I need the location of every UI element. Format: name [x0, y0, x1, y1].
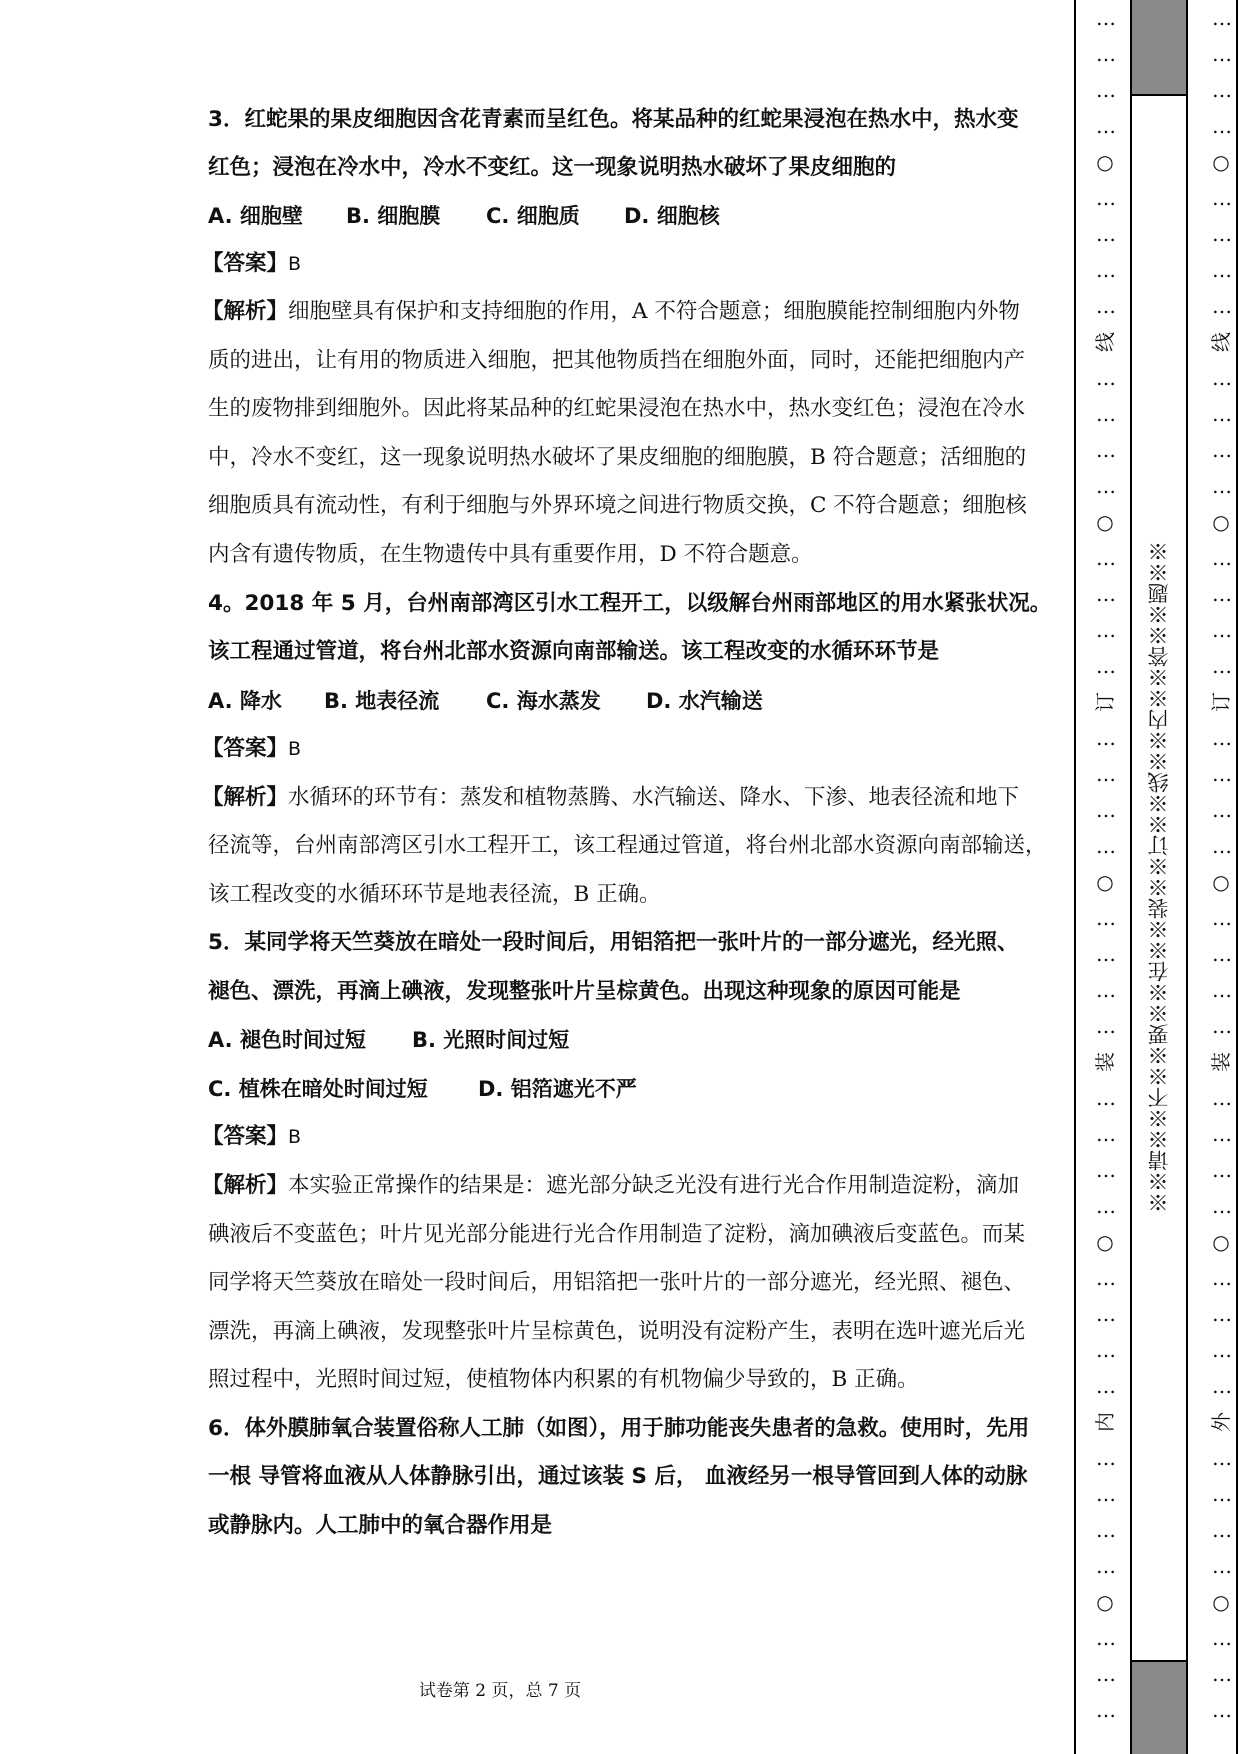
- binding-dots: …: [1096, 474, 1114, 498]
- analysis-tag: 【解析】: [202, 1173, 289, 1198]
- binding-dots: …: [1212, 1374, 1230, 1398]
- page-footer: 试卷第 2 页，总 7 页: [418, 1681, 582, 1701]
- binding-circle: ○: [1096, 1230, 1114, 1254]
- binding-dots: …: [1096, 1302, 1114, 1326]
- binding-dots: …: [1212, 618, 1230, 642]
- binding-dots: …: [1212, 726, 1230, 750]
- warning-text: ※※请※※不※※要※※在※※装※※订※※线※※内※※答※※题※※: [1147, 541, 1171, 1213]
- q5-option-a: A. 褪色时间过短: [208, 1028, 366, 1052]
- binding-margin-outer: [1206, 0, 1236, 1754]
- binding-label-ding: 订: [1093, 692, 1117, 712]
- answer-tag: 【答案】: [202, 1124, 289, 1149]
- binding-dots: …: [1212, 438, 1230, 462]
- binding-dots: …: [1212, 222, 1230, 246]
- q5-stem-line1: 5．某同学将天竺葵放在暗处一段时间后，用铝箔把一张叶片的一部分遮光，经光照、: [208, 930, 1019, 955]
- binding-dots: …: [1212, 1554, 1230, 1578]
- binding-dots: …: [1212, 294, 1230, 318]
- binding-dots: …: [1212, 1158, 1230, 1182]
- q3-analysis-line4: 中，冷水不变红，这一现象说明热水破坏了果皮细胞的细胞膜，B 符合题意；活细胞的: [208, 445, 1027, 470]
- binding-dots: …: [1096, 1086, 1114, 1110]
- binding-dots: …: [1096, 1662, 1114, 1686]
- answer-tag: 【答案】: [202, 251, 289, 276]
- q4-stem-line1: 4。2018 年 5 月，台州南部湾区引水工程开工，以级解台州雨部地区的用水紧张状况。: [208, 591, 1052, 616]
- binding-label-zhuang: 装: [1209, 1052, 1233, 1072]
- binding-dots: …: [1096, 1014, 1114, 1038]
- q4-analysis-line2: 径流等，台州南部湾区引水工程开工，该工程通过管道，将台州北部水资源向南部输送，: [208, 833, 1047, 858]
- q4-option-d: D. 水汽输送: [646, 689, 763, 713]
- binding-dots: …: [1096, 222, 1114, 246]
- q3-analysis-line2: 质的进出，让有用的物质进入细胞，把其他物质挡在细胞外面，同时，还能把细胞内产: [208, 348, 1026, 373]
- binding-dots: …: [1096, 1266, 1114, 1290]
- q4-option-b: B. 地表径流: [324, 689, 440, 713]
- binding-dots: …: [1096, 942, 1114, 966]
- binding-dots: …: [1212, 402, 1230, 426]
- binding-dots: …: [1212, 474, 1230, 498]
- analysis-text: 本实验正常操作的结果是：遮光部分缺乏光没有进行光合作用制造淀粉，滴加: [288, 1173, 1020, 1198]
- q3-option-b: B. 细胞膜: [346, 204, 441, 228]
- binding-dots: …: [1096, 1482, 1114, 1506]
- binding-circle: ○: [1212, 1230, 1230, 1254]
- binding-dots: …: [1212, 1014, 1230, 1038]
- binding-dots: …: [1096, 798, 1114, 822]
- q4-analysis-line1: [202, 783, 1019, 813]
- binding-dots: …: [1212, 1518, 1230, 1542]
- binding-dots: …: [1096, 438, 1114, 462]
- answer-tag: 【答案】: [202, 736, 289, 761]
- q4-answer: [202, 734, 301, 764]
- analysis-tag: 【解析】: [202, 299, 289, 324]
- binding-circle: ○: [1212, 1590, 1230, 1614]
- q3-option-c: C. 细胞质: [486, 204, 580, 228]
- binding-dots: …: [1212, 1266, 1230, 1290]
- analysis-text: 水循环的环节有：蒸发和植物蒸腾、水汽输送、降水、下渗、地表径流和地下: [288, 785, 1020, 810]
- binding-dots: …: [1212, 258, 1230, 282]
- binding-circle: ○: [1212, 870, 1230, 894]
- binding-dots: …: [1212, 1626, 1230, 1650]
- binding-circle: ○: [1096, 870, 1114, 894]
- q6-stem-line3: 或静脉内。人工肺中的氧合器作用是: [208, 1513, 553, 1538]
- binding-dots: …: [1212, 1482, 1230, 1506]
- binding-dots: …: [1096, 78, 1114, 102]
- binding-dots: …: [1096, 1626, 1114, 1650]
- binding-dots: …: [1212, 1698, 1230, 1722]
- binding-dots: …: [1096, 258, 1114, 282]
- analysis-text: 细胞壁具有保护和支持细胞的作用，A 不符合题意；细胞膜能控制细胞内外物: [288, 299, 1020, 324]
- answer-value: B: [288, 738, 302, 760]
- q3-analysis-line6: 内含有遗传物质，在生物遗传中具有重要作用，D 不符合题意。: [208, 542, 813, 567]
- binding-dots: …: [1212, 366, 1230, 390]
- binding-dots: …: [1096, 1338, 1114, 1362]
- q5-analysis-line4: 漂洗，再滴上碘液，发现整张叶片呈棕黄色，说明没有淀粉产生，表明在选叶遮光后光: [208, 1319, 1026, 1344]
- binding-dots: …: [1212, 906, 1230, 930]
- q5-stem-line2: 褪色、漂洗，再滴上碘液，发现整张叶片呈棕黄色。出现这种现象的原因可能是: [208, 979, 961, 1004]
- binding-dots: …: [1212, 834, 1230, 858]
- binding-circle: ○: [1212, 510, 1230, 534]
- answer-value: B: [288, 1126, 302, 1148]
- q5-option-d: D. 铝箔遮光不严: [478, 1077, 637, 1101]
- q4-option-a: A. 降水: [208, 689, 282, 713]
- binding-dots: …: [1096, 618, 1114, 642]
- binding-line-left: [1074, 0, 1076, 1754]
- binding-dots: …: [1212, 942, 1230, 966]
- binding-dots: …: [1096, 1122, 1114, 1146]
- q4-option-c: C. 海水蒸发: [486, 689, 601, 713]
- binding-dots: …: [1212, 1338, 1230, 1362]
- binding-dots: …: [1212, 42, 1230, 66]
- binding-label-xian: 线: [1209, 332, 1233, 352]
- q3-option-a: A. 细胞壁: [208, 204, 303, 228]
- binding-dots: …: [1096, 546, 1114, 570]
- binding-circle: ○: [1096, 1590, 1114, 1614]
- binding-dots: …: [1096, 366, 1114, 390]
- binding-dots: …: [1212, 78, 1230, 102]
- binding-dots: …: [1212, 1302, 1230, 1326]
- binding-dots: …: [1212, 1446, 1230, 1470]
- binding-dots: …: [1096, 42, 1114, 66]
- binding-dots: …: [1096, 654, 1114, 678]
- binding-dots: …: [1096, 906, 1114, 930]
- binding-dots: …: [1096, 1554, 1114, 1578]
- binding-dots: …: [1096, 1518, 1114, 1542]
- q4-stem-line2: 该工程通过管道，将台州北部水资源向南部输送。该工程改变的水循环环节是: [208, 639, 940, 664]
- q6-stem-line2: 一根 导管将血液从人体静脉引出，通过该装 S 后， 血液经另一根导管回到人体的动脉: [208, 1464, 1028, 1489]
- q3-stem-line2: 红色；浸泡在冷水中，冷水不变红。这一现象说明热水破坏了果皮细胞的: [208, 155, 897, 180]
- binding-dots: …: [1212, 186, 1230, 210]
- q4-analysis-line3: 该工程改变的水循环环节是地表径流，B 正确。: [208, 882, 661, 907]
- binding-dots: …: [1212, 6, 1230, 30]
- binding-dots: …: [1096, 1374, 1114, 1398]
- q3-analysis-line3: 生的废物排到细胞外。因此将某品种的红蛇果浸泡在热水中，热水变红色；浸泡在冷水: [208, 396, 1026, 421]
- binding-dots: …: [1096, 114, 1114, 138]
- binding-dots: …: [1096, 1698, 1114, 1722]
- binding-dots: …: [1096, 762, 1114, 786]
- binding-margin-inner: [1090, 0, 1120, 1754]
- binding-dots: …: [1212, 1086, 1230, 1110]
- binding-circle: ○: [1096, 150, 1114, 174]
- q5-analysis-line5: 照过程中，光照时间过短，使植物体内积累的有机物偏少导致的，B 正确。: [208, 1367, 919, 1392]
- q3-analysis-line1: [202, 297, 1020, 327]
- binding-label-ding: 订: [1209, 692, 1233, 712]
- binding-dots: …: [1096, 834, 1114, 858]
- q3-analysis-line5: 细胞质具有流动性，有利于细胞与外界环境之间进行物质交换，C 不符合题意；细胞核: [208, 493, 1027, 518]
- binding-dots: …: [1212, 654, 1230, 678]
- binding-dots: …: [1212, 798, 1230, 822]
- q5-analysis-line2: 碘液后不变蓝色；叶片见光部分能进行光合作用制造了淀粉，滴加碘液后变蓝色。而某: [208, 1222, 1026, 1247]
- q5-option-c: C. 植株在暗处时间过短: [208, 1077, 428, 1101]
- binding-dots: …: [1096, 294, 1114, 318]
- answer-value: B: [288, 253, 302, 275]
- binding-label-zhuang: 装: [1093, 1052, 1117, 1072]
- binding-dots: …: [1096, 6, 1114, 30]
- binding-dots: …: [1212, 1122, 1230, 1146]
- binding-dots: …: [1096, 978, 1114, 1002]
- analysis-tag: 【解析】: [202, 785, 289, 810]
- binding-dots: …: [1212, 762, 1230, 786]
- binding-label-xian: 线: [1093, 332, 1117, 352]
- binding-dots: …: [1096, 582, 1114, 606]
- binding-dots: …: [1096, 1194, 1114, 1218]
- binding-dots: …: [1212, 582, 1230, 606]
- q5-analysis-line1: [202, 1171, 1019, 1201]
- binding-dots: …: [1212, 1662, 1230, 1686]
- binding-dots: …: [1096, 726, 1114, 750]
- q3-option-d: D. 细胞核: [624, 204, 720, 228]
- binding-label-nei: 内: [1093, 1412, 1117, 1432]
- q6-stem-line1: 6．体外膜肺氧合装置俗称人工肺（如图），用于肺功能丧失患者的急救。使用时，先用: [208, 1416, 1030, 1441]
- binding-line-right: [1236, 0, 1238, 1754]
- binding-label-wai: 外: [1209, 1412, 1233, 1432]
- binding-circle: ○: [1212, 150, 1230, 174]
- q5-answer: [202, 1122, 301, 1152]
- binding-dots: …: [1096, 1446, 1114, 1470]
- q3-stem-line1: 3．红蛇果的果皮细胞因含花青素而呈红色。将某品种的红蛇果浸泡在热水中，热水变: [208, 107, 1019, 132]
- q5-analysis-line3: 同学将天竺葵放在暗处一段时间后，用铝箔把一张叶片的一部分遮光，经光照、褪色、: [208, 1270, 1026, 1295]
- binding-circle: ○: [1096, 510, 1114, 534]
- q3-answer: [202, 249, 301, 279]
- q5-option-b: B. 光照时间过短: [412, 1028, 570, 1052]
- binding-dots: …: [1212, 1194, 1230, 1218]
- binding-dots: …: [1212, 114, 1230, 138]
- binding-dots: …: [1096, 1158, 1114, 1182]
- binding-dots: …: [1212, 546, 1230, 570]
- binding-dots: …: [1212, 978, 1230, 1002]
- binding-dots: …: [1096, 402, 1114, 426]
- binding-dots: …: [1096, 186, 1114, 210]
